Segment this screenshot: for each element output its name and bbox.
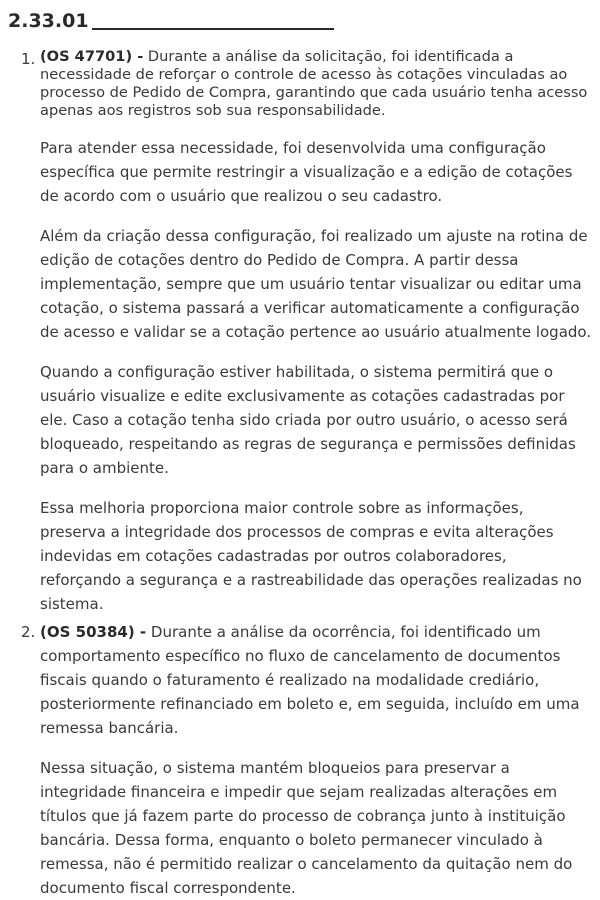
lead-text: Durante a análise da ocorrência, foi identificado um comportamento específico no fluxo de cancelamento de documentos fiscais quando o faturamento é realizado na modalidade crediário, posteriormente refinanciado em boleto e, em seguida, incluído em uma remessa bancária. bbox=[40, 623, 580, 737]
version-underline bbox=[92, 8, 334, 30]
os-tag: (OS 50384) - bbox=[40, 623, 147, 641]
os-tag: (OS 47701) - bbox=[40, 48, 144, 65]
list-item-number: 2. bbox=[21, 623, 36, 641]
list-item-lead bbox=[40, 48, 592, 120]
list-item-number: 1. bbox=[21, 50, 36, 68]
list-item-lead bbox=[40, 620, 592, 740]
paragraph: Além da criação dessa configuração, foi realizado um ajuste na rotina de edição de cotações dentro do Pedido de Compra. A partir dessa implementação, sempre que um usuário tentar visualizar ou editar uma cotação, o sistema passará a verificar automaticamente a configuração de acesso e validar se a cotação pertence ao usuário atualmente logado. bbox=[40, 227, 592, 341]
release-notes-list bbox=[0, 48, 600, 900]
paragraph: Para atender essa necessidade, foi desenvolvida uma configuração específica que permite restringir a visualização e a edição de cotações de acordo com o usuário que realizou o seu cadastro. bbox=[40, 139, 573, 205]
version-heading bbox=[8, 8, 334, 34]
version-number: 2.33.01 bbox=[8, 10, 89, 32]
list-item bbox=[0, 48, 600, 616]
list-item bbox=[0, 620, 600, 900]
paragraph: Nessa situação, o sistema mantém bloqueios para preservar a integridade financeira e impedir que sejam realizadas alterações em títulos que já fazem parte do processo de cobrança junto à instituição bancária. Dessa forma, enquanto o boleto permanecer vinculado à remessa, não é permitido realizar o cancelamento da quitação nem do documento fiscal correspondente. bbox=[40, 759, 573, 897]
paragraph: Quando a configuração estiver habilitada, o sistema permitirá que o usuário visualize e edite exclusivamente as cotações cadastradas por ele. Caso a cotação tenha sido criada por outro usuário, o acesso será bloqueado, respeitando as regras de segurança e permissões definidas para o ambiente. bbox=[40, 363, 576, 477]
paragraph: Essa melhoria proporciona maior controle sobre as informações, preserva a integridade dos processos de compras e evita alterações indevidas em cotações cadastradas por outros colaboradores, reforçando a segurança e a rastreabilidade das operações realizadas no sistema. bbox=[40, 499, 582, 613]
lead-text: Durante a análise da solicitação, foi identificada a necessidade de reforçar o controle de acesso às cotações vinculadas ao processo de Pedido de Compra, garantindo que cada usuário tenha acesso apenas aos registros sob sua responsabilidade. bbox=[40, 48, 588, 119]
